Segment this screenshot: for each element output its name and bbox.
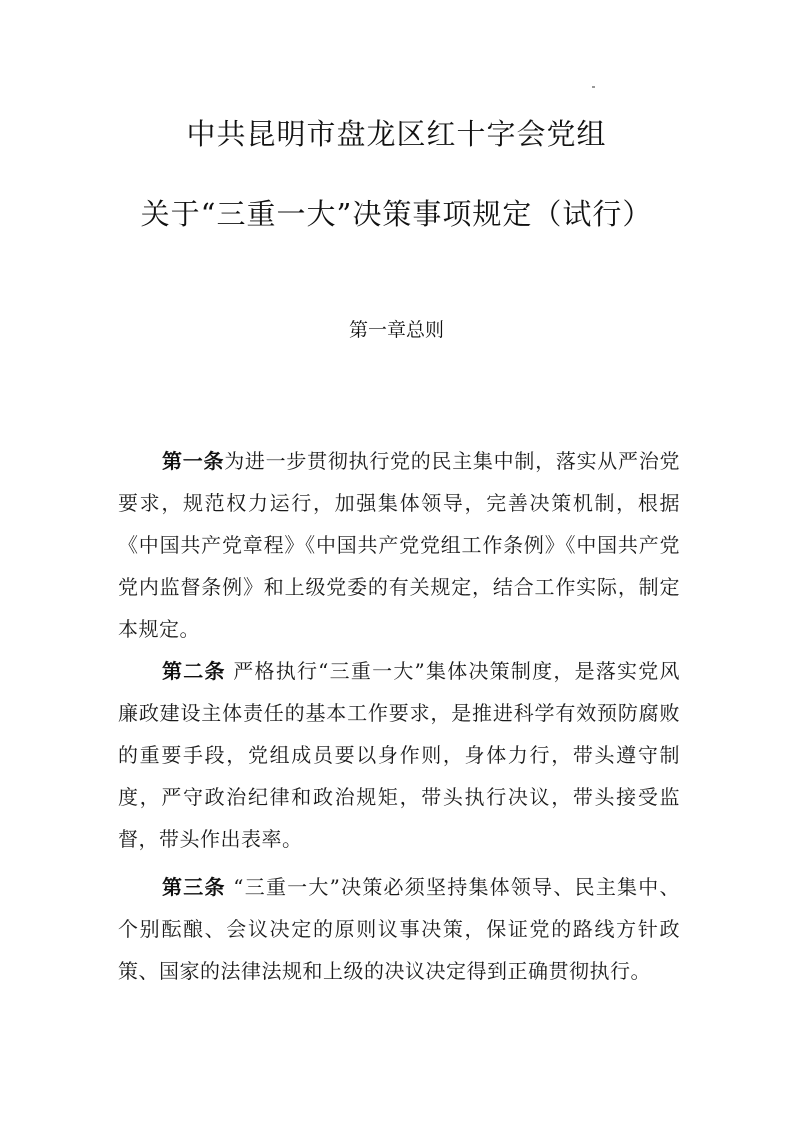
article-1-label: 第一条: [162, 449, 225, 473]
article-1: [118, 440, 680, 650]
article-3: [118, 866, 680, 992]
scan-speck: [592, 86, 595, 88]
chapter-heading: 第一章总则: [348, 319, 444, 341]
article-1-text: 为进一步贯彻执行党的民主集中制，落实从严治党要求，规范权力运行，加强集体领导，完善决策机制，根据《中国共产党章程》《中国共产党党组工作条例》《中国共产党党内监督条例》和上级党委的有关规定，结合工作实际，制定本规定。: [118, 449, 680, 641]
article-2-text: 严格执行“三重一大”集体决策制度，是落实党风廉政建设主体责任的基本工作要求，是推进科学有效预防腐败的重要手段，党组成员要以身作则，身体力行，带头遵守制度，严守政治纪律和政治规矩，带头执行决议，带头接受监督，带头作出表率。: [118, 659, 680, 851]
article-3-text: “三重一大”决策必须坚持集体领导、民主集中、个别酝酿、会议决定的原则议事决策，保证党的路线方针政策、国家的法律法规和上级的决议决定得到正确贯彻执行。: [118, 875, 680, 983]
article-2-label: 第二条: [162, 659, 226, 683]
article-2: [118, 650, 680, 860]
article-3-label: 第三条: [162, 875, 226, 899]
document-title-line-2: 关于“三重一大”决策事项规定（试行）: [140, 197, 653, 231]
document-title-line-1: 中共昆明市盘龙区红十字会党组: [186, 117, 607, 151]
